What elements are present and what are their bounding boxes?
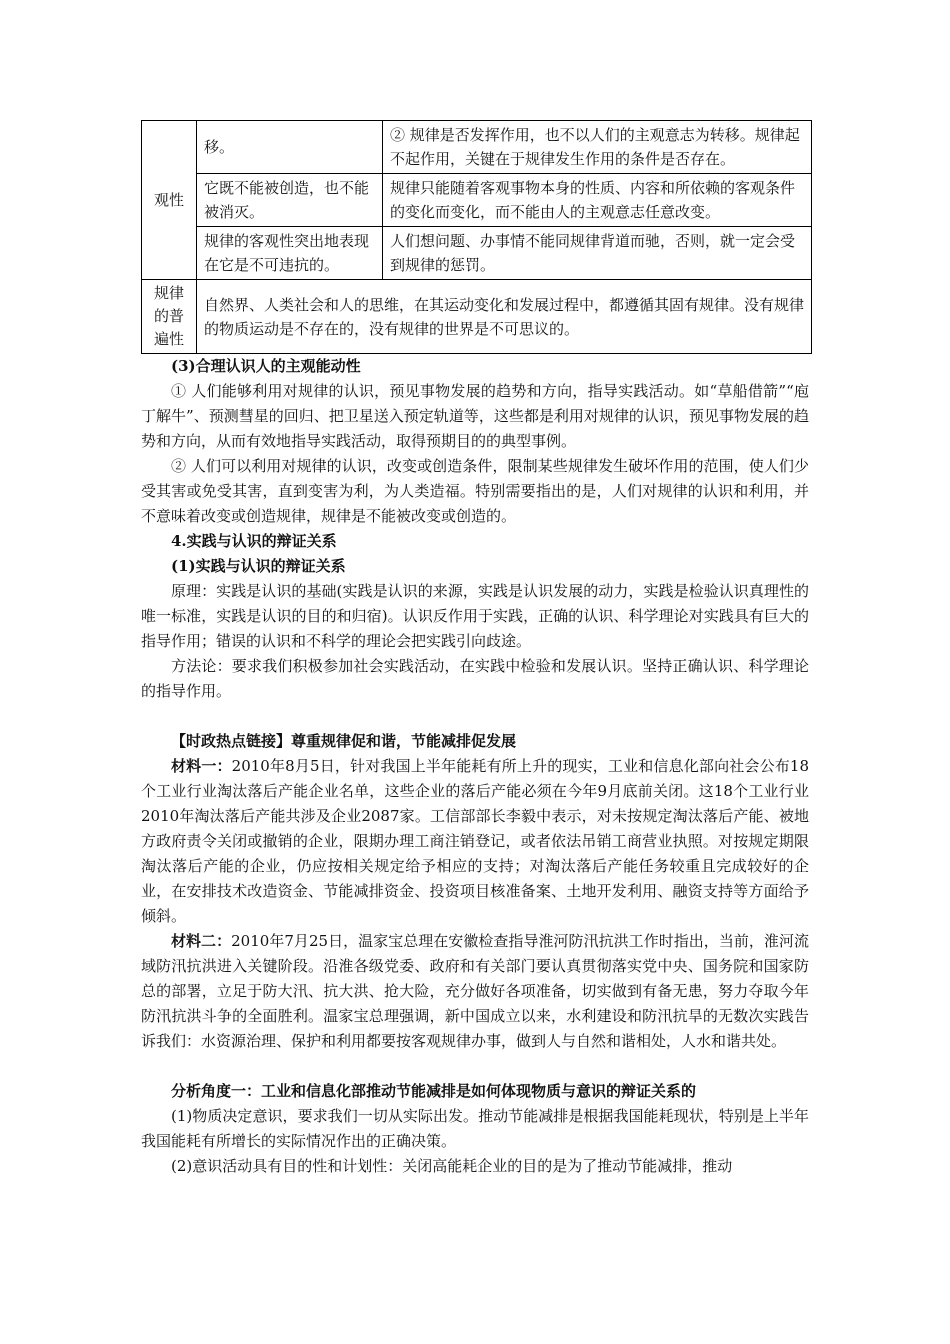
table-row	[142, 280, 812, 354]
document-page	[141, 120, 809, 1179]
table-row	[142, 174, 812, 227]
table-cell: 人们想问题、办事情不能同规律背道而驰，否则，就一定会受到规律的惩罚。	[383, 227, 812, 280]
table-row	[142, 121, 812, 174]
paragraph: (2)意识活动具有目的性和计划性：关闭高能耗企业的目的是为了推动节能减排，推动	[171, 1157, 733, 1175]
paragraph: ② 人们可以利用对规律的认识，改变或创造条件，限制某些规律发生破坏作用的范围，使人们少受其害或免受其害，直到变害为利，为人类造福。特别需要指出的是，人们对规律的认识和利用，并不意味着改变或创造规律，规律是不能被改变或创造的。	[141, 457, 809, 525]
hot-topic-heading: 【时政热点链接】尊重规律促和谐，节能减排促发展	[171, 732, 517, 750]
analysis-heading: 分析角度一：工业和信息化部推动节能减排是如何体现物质与意识的辩证关系的	[171, 1082, 697, 1100]
law-objectivity-table	[141, 120, 812, 354]
material-text: 2010年7月25日，温家宝总理在安徽检查指导淮河防汛抗洪工作时指出，当前，淮河流域防汛抗洪进入关键阶段。沿淮各级党委、政府和有关部门要认真贯彻落实党中央、国务院和国家防总的部署，立足于防大汛、抗大洪、抢大险，充分做好各项准备，切实做到有备无患，努力夺取今年防汛抗洪斗争的全面胜利。温家宝总理强调，新中国成立以来，水利建设和防汛抗旱的无数次实践告诉我们：水资源治理、保护和利用都要按客观规律办事，做到人与自然和谐相处，人水和谐共处。	[141, 932, 809, 1050]
universality-label-cell: 规律的普遍性	[142, 280, 197, 354]
table-cell: ② 规律是否发挥作用，也不以人们的主观意志为转移。规律起不起作用，关键在于规律发生作用的条件是否存在。	[383, 121, 812, 174]
material-two-paragraph	[141, 929, 809, 1054]
table-cell: 它既不能被创造，也不能被消灭。	[197, 174, 383, 227]
table-cell: 规律只能随着客观事物本身的性质、内容和所依赖的客观条件的变化而变化，而不能由人的主观意志任意改变。	[383, 174, 812, 227]
material-text: 2010年8月5日，针对我国上半年能耗有所上升的现实，工业和信息化部向社会公布18个工业行业淘汰落后产能企业名单，这些企业的落后产能必须在今年9月底前关闭。这18个工业行业2010年淘汰落后产能共涉及企业2087家。工信部部长李毅中表示，对未按规定淘汰落后产能、被地方政府责令关闭或撤销的企业，限期办理工商注销登记，或者依法吊销工商营业执照。对按规定期限淘汰落后产能的企业，仍应按相关规定给予相应的支持；对淘汰落后产能任务较重且完成较好的企业，在安排技术改造资金、节能减排资金、投资项目核准备案、土地开发利用、融资支持等方面给予倾斜。	[141, 757, 809, 925]
paragraph: 原理：实践是认识的基础(实践是认识的来源，实践是认识发展的动力，实践是检验认识真理性的唯一标准，实践是认识的目的和归宿)。认识反作用于实践，正确的认识、科学理论对实践具有巨大的指导作用；错误的认识和不科学的理论会把实践引向歧途。	[141, 582, 809, 650]
table-row	[142, 227, 812, 280]
paragraph: ① 人们能够利用对规律的认识，预见事物发展的趋势和方向，指导实践活动。如“草船借箭”“庖丁解牛”、预测彗星的回归、把卫星送入预定轨道等，这些都是利用对规律的认识，预见事物发展的趋势和方向，从而有效地指导实践活动，取得预期目的的典型事例。	[141, 382, 809, 450]
objectivity-label-cell: 观性	[142, 121, 197, 280]
material-label: 材料一：	[171, 757, 232, 775]
section-heading: (3)合理认识人的主观能动性	[171, 357, 361, 375]
subsection-heading: (1)实践与认识的辩证关系	[171, 557, 346, 575]
paragraph: 方法论：要求我们积极参加社会实践活动，在实践中检验和发展认识。坚持正确认识、科学理论的指导作用。	[141, 657, 809, 700]
table-cell: 移。	[197, 121, 383, 174]
paragraph: (1)物质决定意识，要求我们一切从实际出发。推动节能减排是根据我国能耗现状，特别是上半年我国能耗有所增长的实际情况作出的正确决策。	[141, 1107, 809, 1150]
section-heading: 4.实践与认识的辩证关系	[171, 532, 337, 550]
material-label: 材料二：	[171, 932, 232, 950]
table-cell: 自然界、人类社会和人的思维，在其运动变化和发展过程中，都遵循其固有规律。没有规律的物质运动是不存在的，没有规律的世界是不可思议的。	[197, 280, 812, 354]
material-one-paragraph	[141, 754, 809, 929]
table-cell: 规律的客观性突出地表现在它是不可违抗的。	[197, 227, 383, 280]
